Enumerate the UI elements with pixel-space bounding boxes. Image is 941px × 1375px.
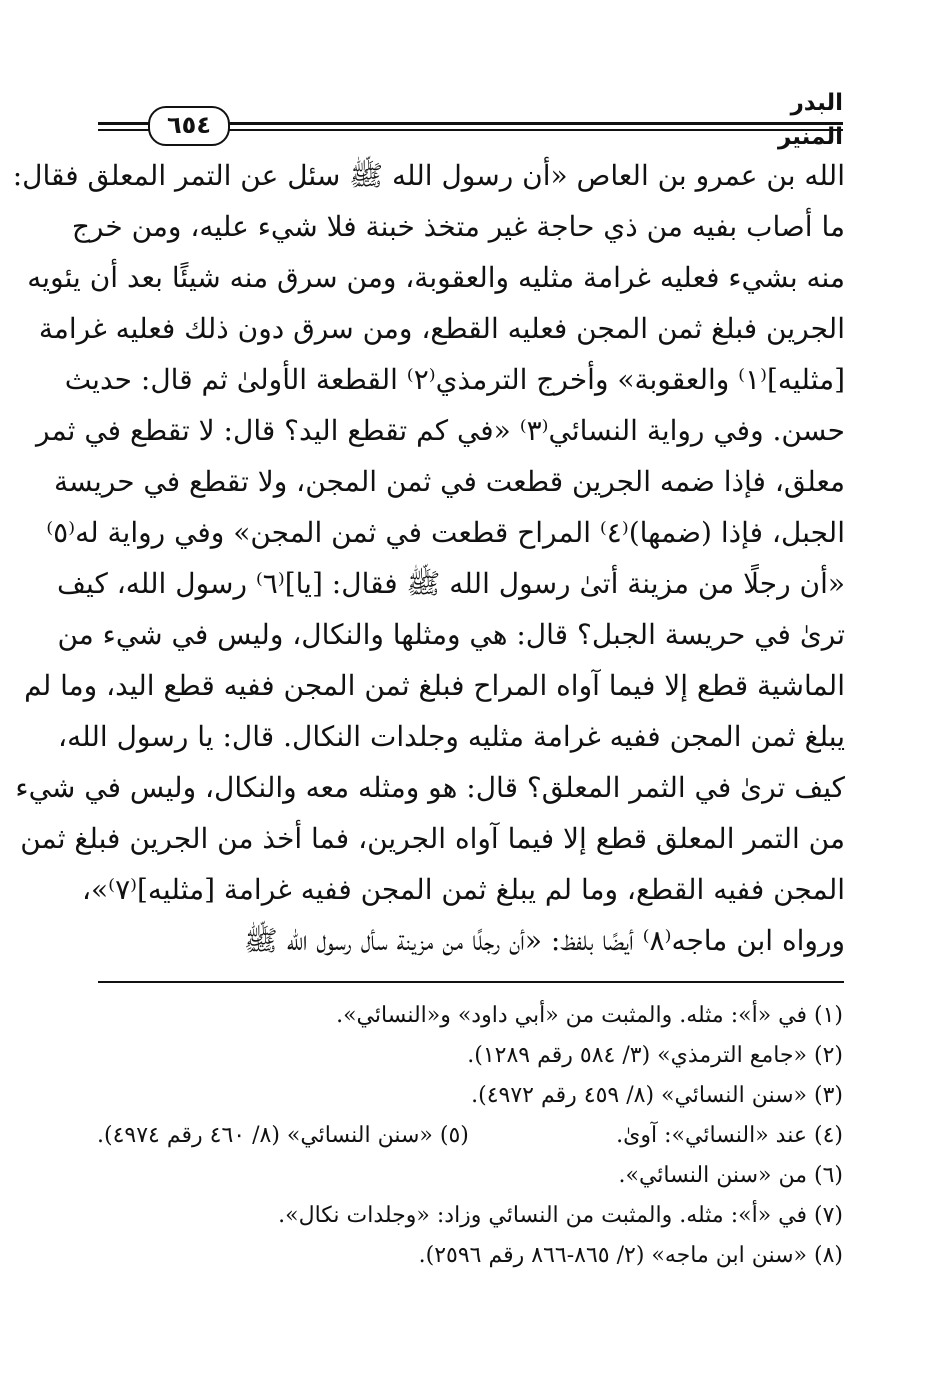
text-line: من التمر المعلق قطع إلا فيما آواه الجرين، فما أخذ من الجرين فبلغ ثمن [20,822,845,855]
text-line: ترىٰ في حريسة الجبل؟ قال: هي ومثلها والنكال، وليس في شيء من [57,618,845,651]
text-line: الجرين فبلغ ثمن المجن فعليه القطع، ومن سرق دون ذلك فعليه غرامة [38,312,845,345]
text-line: كيف ترىٰ في الثمر المعلق؟ قال: هو ومثله معه والنكال، وليس في شيء [15,771,845,804]
footnote-text: (٨) «سنن ابن ماجه» (٢/ ٨٦٥-٨٦٦ رقم ٢٥٩٦). [418,1243,843,1268]
footnote-text: (١) في «أ»: مثله. والمثبت من «أبي داود» و«النسائي». [336,1003,843,1028]
footnote-7 [97,1196,843,1236]
page-number: ٦٥٤ [148,106,230,146]
text-line: الجبل، فإذا (ضمها)⁽٤⁾ المراح قطعت في ثمن المجن» وفي رواية له⁽٥⁾ [46,516,845,549]
footnote-text: (٧) في «أ»: مثله. والمثبت من النسائي وزاد: «وجلدات نكال». [278,1203,843,1228]
footnote-1 [97,996,843,1036]
main-text [12,150,845,966]
text-line: الماشية قطع إلا فيما آواه المراح فبلغ ثمن المجن ففيه قطع اليد، وما لم [24,669,845,702]
footnote-text: (٥) «سنن النسائي» (٨/ ٤٦٠ رقم ٤٩٧٤). [97,1123,469,1148]
running-header-title: البدر المنير [777,90,843,150]
text-line: «أن رجلًا من مزينة أتىٰ رسول الله ﷺ فقال: [يا]⁽٦⁾ رسول الله، كيف [57,567,845,600]
footnote-4-5 [97,1116,843,1156]
text-line: الله بن عمرو بن العاص «أن رسول الله ﷺ سئل عن التمر المعلق فقال: [12,159,845,192]
text-line: حسن. وفي رواية النسائي⁽٣⁾ «في كم تقطع اليد؟ قال: لا تقطع في ثمر [36,414,845,447]
footnotes [97,996,843,1276]
footnote-text: (٣) «سنن النسائي» (٨/ ٤٥٩ رقم ٤٩٧٢). [471,1083,843,1108]
footnote-text: (٤) عند «النسائي»: آوىٰ. [616,1123,843,1148]
footnote-text: (٦) من «سنن النسائي». [618,1163,843,1188]
text-line: [مثليه]⁽١⁾ والعقوبة» وأخرج الترمذي⁽٢⁾ القطعة الأولىٰ ثم قال: حديث [64,363,845,396]
text-line: يبلغ ثمن المجن ففيه غرامة مثليه وجلدات النكال. قال: يا رسول الله، [58,720,845,753]
footnote-2 [97,1036,843,1076]
footnote-3 [97,1076,843,1116]
text-line: المجن ففيه القطع، وما لم يبلغ ثمن المجن ففيه غرامة [مثليه]⁽٧⁾»، [82,873,845,906]
footnote-6 [97,1156,843,1196]
footnote-separator [98,981,844,983]
text-line: ما أصاب بفيه من ذي حاجة غير متخذ خبنة فلا شيء عليه، ومن خرج [71,210,845,243]
text-line: منه بشيء فعليه غرامة مثليه والعقوبة، ومن سرق منه شيئًا بعد أن يئويه [27,261,845,294]
footnote-text: (٢) «جامع الترمذي» (٣/ ٥٨٤ رقم ١٢٨٩). [467,1043,843,1068]
footnote-8 [97,1236,843,1276]
text-line: ورواه ابن ماجه⁽٨⁾ أيضًا بلفظ: «أن رجلًا من مزينة سأل رسول الله ﷺ [243,924,845,957]
text-line: معلق، فإذا ضمه الجرين قطعت في ثمن المجن، ولا تقطع في حريسة [53,465,845,498]
